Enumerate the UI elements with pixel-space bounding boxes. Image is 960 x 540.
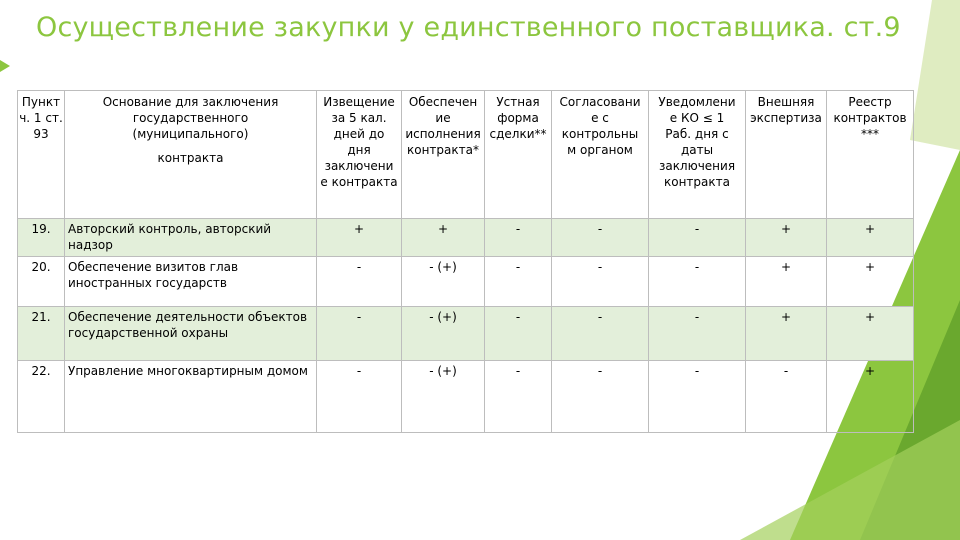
cell-approval: - xyxy=(552,219,649,257)
cell-security: - (+) xyxy=(402,257,485,307)
header-notice: Извещение за 5 кал. дней до дня заключени е контракта xyxy=(317,91,402,219)
procurement-table xyxy=(17,90,914,433)
header-security: Обеспечен ие исполнения контракта* xyxy=(402,91,485,219)
table-row xyxy=(18,257,914,307)
header-approval: Согласовани е с контрольны м органом xyxy=(552,91,649,219)
cell-security: + xyxy=(402,219,485,257)
row-number: 22. xyxy=(18,361,65,433)
cell-oral: - xyxy=(485,361,552,433)
row-basis: Обеспечение визитов глав иностранных государств xyxy=(65,257,317,307)
cell-security: - (+) xyxy=(402,307,485,361)
header-basis: Основание для заключения государственного (муниципального) контракта xyxy=(65,91,317,219)
cell-notice: - xyxy=(317,361,402,433)
table-row xyxy=(18,219,914,257)
row-basis: Обеспечение деятельности объектов государственной охраны xyxy=(65,307,317,361)
cell-notice: + xyxy=(317,219,402,257)
cell-notification: - xyxy=(649,257,746,307)
cell-oral: - xyxy=(485,219,552,257)
cell-oral: - xyxy=(485,307,552,361)
header-point: Пункт ч. 1 ст. 93 xyxy=(18,91,65,219)
cell-registry: + xyxy=(827,361,914,433)
row-number: 21. xyxy=(18,307,65,361)
table-header-row xyxy=(18,91,914,219)
cell-oral: - xyxy=(485,257,552,307)
cell-security: - (+) xyxy=(402,361,485,433)
cell-expertise: + xyxy=(746,257,827,307)
row-basis: Авторский контроль, авторский надзор xyxy=(65,219,317,257)
cell-expertise: + xyxy=(746,219,827,257)
cell-notification: - xyxy=(649,361,746,433)
page-title: Осуществление закупки у единственного поставщика. ст.9 xyxy=(36,12,901,43)
cell-notification: - xyxy=(649,219,746,257)
cell-notice: - xyxy=(317,257,402,307)
header-registry: Реестр контрактов *** xyxy=(827,91,914,219)
cell-approval: - xyxy=(552,361,649,433)
header-notification: Уведомлени е КО ≤ 1 Раб. дня с даты заключения контракта xyxy=(649,91,746,219)
cell-notification: - xyxy=(649,307,746,361)
cell-registry: + xyxy=(827,307,914,361)
cell-approval: - xyxy=(552,307,649,361)
cell-notice: - xyxy=(317,307,402,361)
cell-registry: + xyxy=(827,257,914,307)
row-number: 20. xyxy=(18,257,65,307)
left-arrow-marker xyxy=(0,60,10,72)
top-right-shape xyxy=(910,0,960,150)
cell-approval: - xyxy=(552,257,649,307)
row-number: 19. xyxy=(18,219,65,257)
cell-expertise: + xyxy=(746,307,827,361)
header-expertise: Внешняя экспертиза xyxy=(746,91,827,219)
header-oral: Устная форма сделки** xyxy=(485,91,552,219)
table-row xyxy=(18,361,914,433)
cell-expertise: - xyxy=(746,361,827,433)
row-basis: Управление многоквартирным домом xyxy=(65,361,317,433)
cell-registry: + xyxy=(827,219,914,257)
table-row xyxy=(18,307,914,361)
